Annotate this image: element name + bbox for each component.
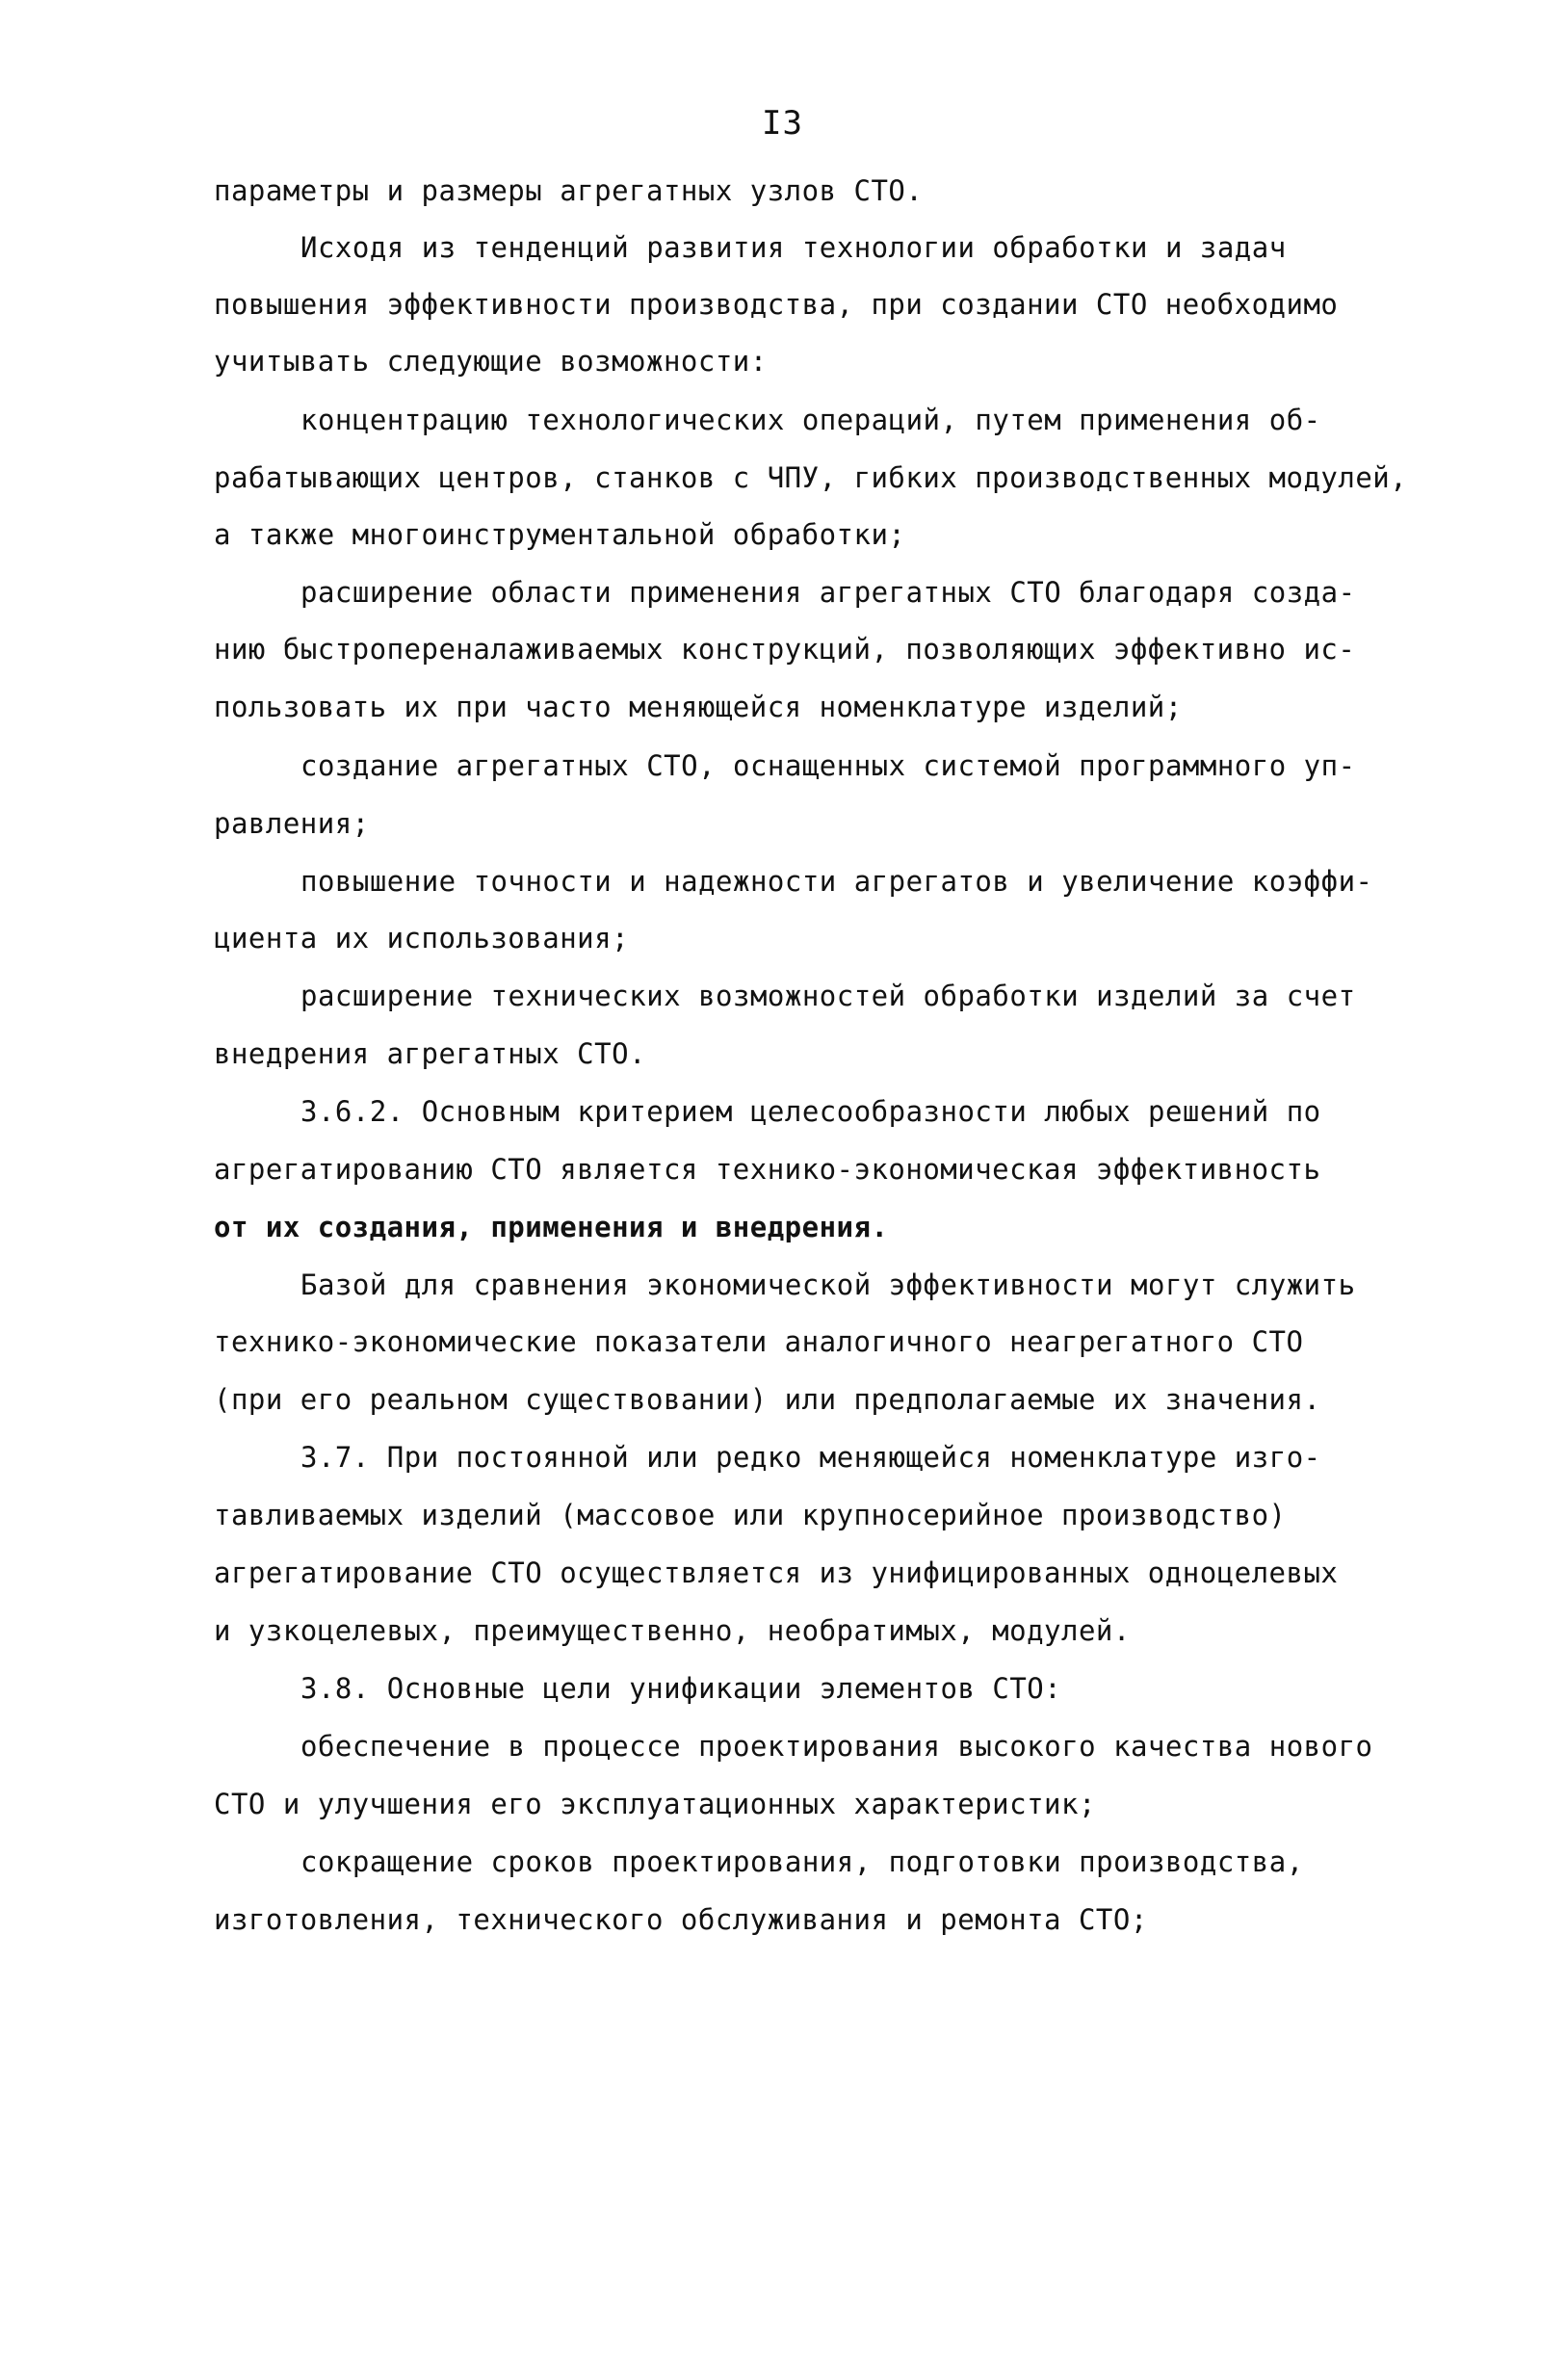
text-line: расширение области применения агрегатных СТО благодаря созда- <box>300 576 1356 609</box>
text-line: пользовать их при часто меняющейся номенклатуре изделий; <box>214 691 1183 723</box>
text-line: циента их использования; <box>214 922 630 955</box>
text-line: агрегатированию СТО является технико-экономическая эффективность <box>214 1153 1321 1186</box>
text-line: СТО и улучшения его эксплуатационных характеристик; <box>214 1788 1096 1820</box>
text-line: сокращение сроков проектирования, подготовки производства, <box>300 1845 1304 1878</box>
text-line: и узкоцелевых, преимущественно, необратимых, модулей. <box>214 1614 1131 1647</box>
text-line: (при его реальном существовании) или предполагаемые их значения. <box>214 1383 1321 1416</box>
text-line: а также многоинструментальной обработки; <box>214 518 906 551</box>
text-line: внедрения агрегатных СТО. <box>214 1037 646 1070</box>
text-line: 3.7. При постоянной или редко меняющейся номенклатуре изго- <box>300 1441 1321 1474</box>
text-line: 3.6.2. Основным критерием целесообразности любых решений по <box>300 1095 1321 1128</box>
text-line: тавливаемых изделий (массовое или крупносерийное производство) <box>214 1499 1287 1531</box>
text-line: агрегатирование СТО осуществляется из унифицированных одноцелевых <box>214 1556 1339 1589</box>
text-line: обеспечение в процессе проектирования высокого качества нового <box>300 1730 1373 1763</box>
text-line: Исходя из тенденций развития технологии обработки и задач <box>300 231 1287 264</box>
text-line: повышение точности и надежности агрегатов и увеличение коэффи- <box>300 865 1373 898</box>
text-line: 3.8. Основные цели унификации элементов СТО: <box>300 1672 1062 1705</box>
text-line: создание агрегатных СТО, оснащенных системой программного уп- <box>300 749 1356 782</box>
text-line: изготовления, технического обслуживания и ремонта СТО; <box>214 1903 1148 1936</box>
text-line: концентрацию технологических операций, путем применения об- <box>300 404 1321 436</box>
text-line: параметры и размеры агрегатных узлов СТО. <box>214 174 924 207</box>
text-line: учитывать следующие возможности: <box>214 345 768 378</box>
text-line: повышения эффективности производства, при создании СТО необходимо <box>214 288 1339 321</box>
text-line: расширение технических возможностей обработки изделий за счет <box>300 980 1356 1012</box>
text-line: технико-экономические показатели аналогичного неагрегатного СТО <box>214 1325 1304 1358</box>
text-line: нию быстропереналаживаемых конструкций, позволяющих эффективно ис- <box>214 633 1356 666</box>
text-line: равления; <box>214 807 370 840</box>
text-line: от их создания, применения и внедрения. <box>214 1211 889 1243</box>
text-line: Базой для сравнения экономической эффективности могут служить <box>300 1268 1356 1301</box>
text-line: рабатывающих центров, станков с ЧПУ, гибких производственных модулей, <box>214 461 1408 494</box>
page-number: I3 <box>762 104 803 143</box>
